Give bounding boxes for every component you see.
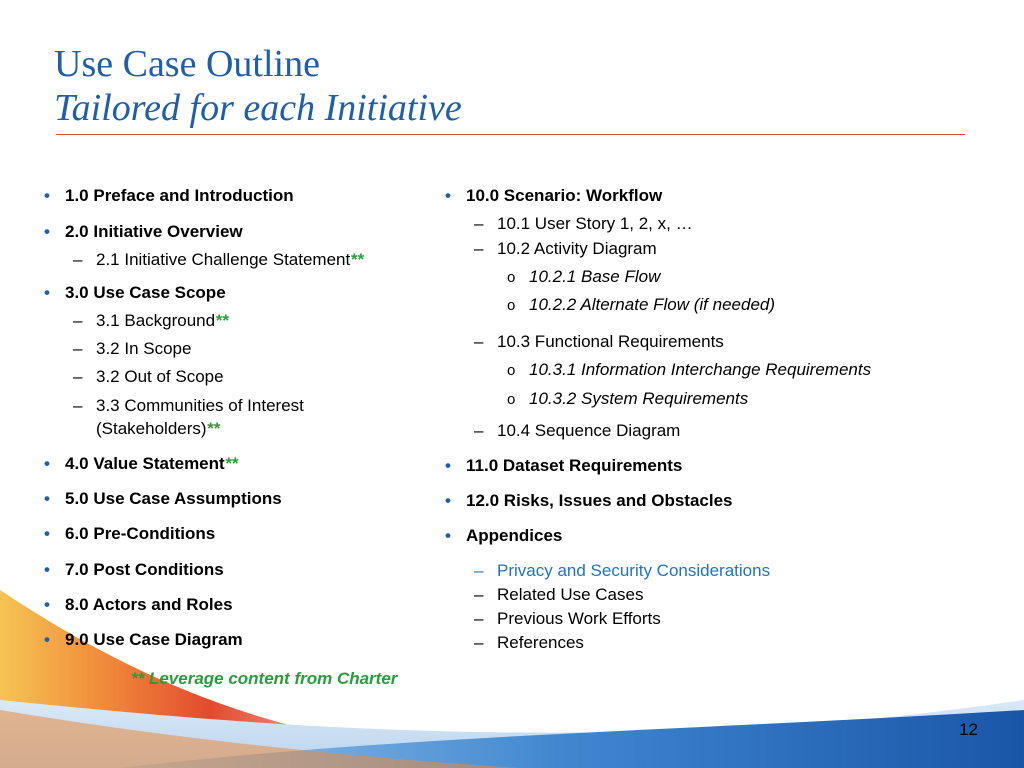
list-item: • 1.0 Preface and Introduction bbox=[44, 186, 294, 206]
list-item: – 2.1 Initiative Challenge Statement** bbox=[44, 250, 363, 270]
list-item: – 3.3 Communities of Interest bbox=[44, 396, 304, 416]
list-item: • 8.0 Actors and Roles bbox=[44, 595, 233, 615]
list-item: – 3.2 In Scope bbox=[44, 339, 191, 359]
list-item: o 10.2.1 Base Flow bbox=[445, 267, 660, 287]
list-item: • 4.0 Value Statement** bbox=[44, 454, 238, 474]
asterisk-marker: ** bbox=[224, 454, 238, 473]
list-item: – 10.4 Sequence Diagram bbox=[445, 421, 680, 441]
list-item: – 10.3 Functional Requirements bbox=[445, 332, 724, 352]
list-item: – 3.2 Out of Scope bbox=[44, 367, 224, 387]
list-item: o 10.3.2 System Requirements bbox=[445, 389, 748, 409]
list-item: – 3.1 Background** bbox=[44, 311, 228, 331]
list-item: • Appendices bbox=[445, 526, 562, 546]
list-item: • 3.0 Use Case Scope bbox=[44, 283, 226, 303]
asterisk-marker: ** bbox=[206, 419, 220, 438]
list-item-continuation: (Stakeholders)** bbox=[96, 419, 220, 438]
title-divider bbox=[56, 134, 965, 135]
list-item: • 12.0 Risks, Issues and Obstacles bbox=[445, 491, 732, 511]
list-item: • 9.0 Use Case Diagram bbox=[44, 630, 243, 650]
list-item: • 11.0 Dataset Requirements bbox=[445, 456, 682, 476]
list-item: o 10.3.1 Information Interchange Requirements bbox=[445, 360, 871, 380]
list-item: • 10.0 Scenario: Workflow bbox=[445, 186, 662, 206]
list-item: – Previous Work Efforts bbox=[445, 609, 661, 629]
appendix-link-privacy[interactable]: – Privacy and Security Considerations bbox=[445, 561, 770, 581]
list-item: • 5.0 Use Case Assumptions bbox=[44, 489, 282, 509]
list-item: – 10.1 User Story 1, 2, x, … bbox=[445, 214, 693, 234]
list-item: o 10.2.2 Alternate Flow (if needed) bbox=[445, 295, 775, 315]
slide-title bbox=[54, 42, 462, 130]
list-item: • 6.0 Pre-Conditions bbox=[44, 524, 215, 544]
page-number: 12 bbox=[959, 720, 978, 739]
list-item: – References bbox=[445, 633, 584, 653]
list-item: • 2.0 Initiative Overview bbox=[44, 222, 243, 242]
list-item: – 10.2 Activity Diagram bbox=[445, 239, 657, 259]
list-item: • 7.0 Post Conditions bbox=[44, 560, 224, 580]
title-line-1: Use Case Outline bbox=[54, 43, 320, 85]
list-item: – Related Use Cases bbox=[445, 585, 643, 605]
footnote: ** Leverage content from Charter bbox=[131, 669, 398, 688]
title-line-2: Tailored for each Initiative bbox=[54, 87, 462, 129]
asterisk-marker: ** bbox=[350, 250, 364, 269]
asterisk-marker: ** bbox=[215, 311, 229, 330]
